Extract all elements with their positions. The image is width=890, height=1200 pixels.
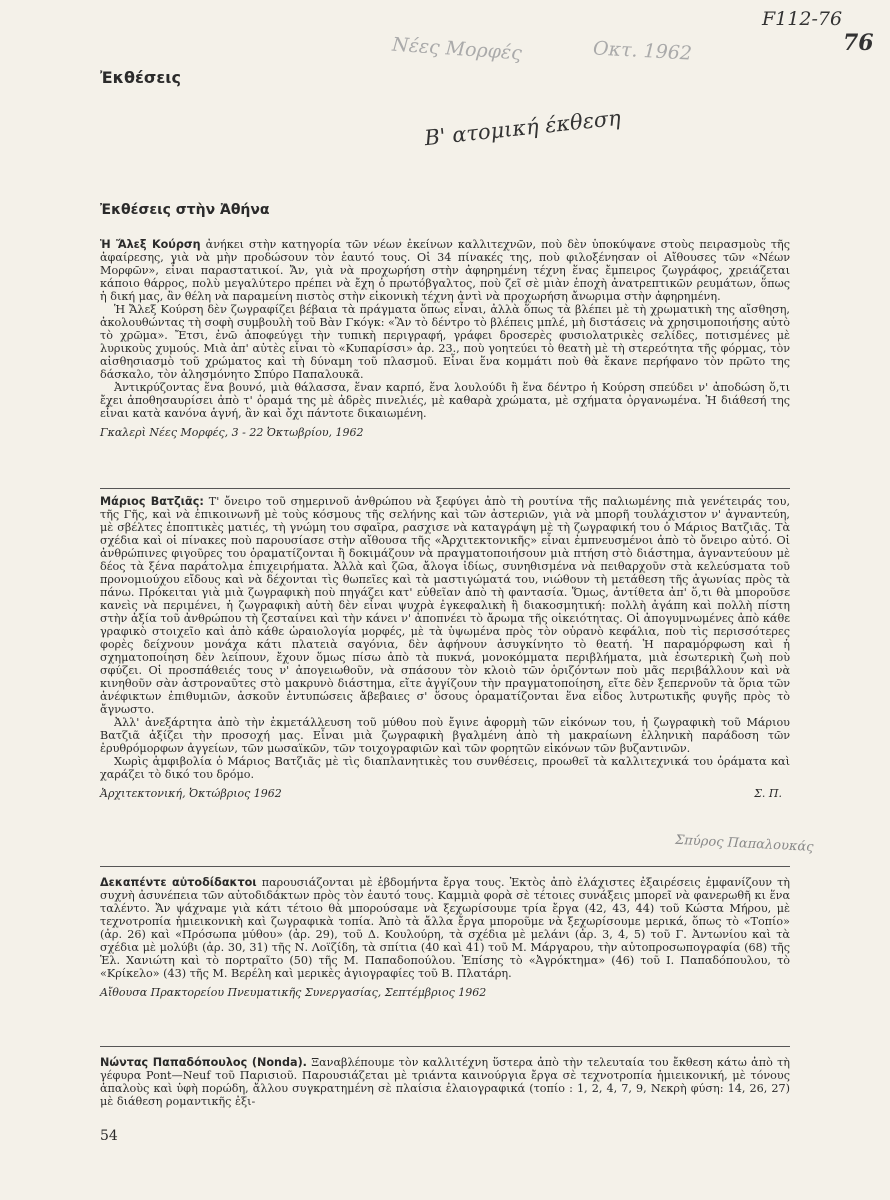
- article-paragraph: ἀνήκει στὴν κατηγορία τῶν νέων ἐκείνων καλλιτεχνῶν, ποὺ δὲν ὑποκύψανε στοὺς πειρασμοὺς τῆς ἀφαίρεσης, γιὰ νὰ μὴν προδώσουν τὸν ἑαυτό τους. Οἱ 34 πίνακές της, ποὺ φιλοξένησαν οἱ Αἴθουσες τῶν «Νέων Μορφῶν», εἶναι παραστατικοί. Ἄν, γιὰ νὰ προχωρήση στὴν ἀφηρημένη τέχνη ἕνας ἔμπειρος ζωγράφος, χρειάζεται κάποιο θάρρος, πολὺ μεγαλύτερο πρέπει νὰ ἔχη ὁ πρωτόβγαλτος, ποὺ ζεῖ σὲ μιὰν ἐποχὴ ἀνατρεπτικῶν ρευμάτων, ὅπως ἡ δική μας, ἂν θέλη νὰ παραμείνη πιστὸς στὴν εἰκονικὴ τέχνη ἀντὶ νὰ προχωρήση ἄνωριμα στὴν ἀφηρημένη.: [100, 238, 790, 303]
- article-lead: Νώντας Παπαδόπουλος (Nonda).: [100, 1056, 307, 1069]
- article-lead: Μάριος Βατζιᾶς:: [100, 495, 204, 508]
- article-autodidacts: [100, 876, 790, 999]
- divider: [100, 488, 790, 489]
- article-paragraph: Τ' ὄνειρο τοῦ σημερινοῦ ἀνθρώπου νὰ ξεφύγει ἀπὸ τὴ ρουτίνα τῆς παλιωμένης πιὰ γενέτειράς του, τῆς Γῆς, καὶ νὰ ἐπικοινωνῆ μὲ τοὺς κόσμους τῆς σελήνης καὶ τῶν ἀστεριῶν, γιὰ νὰ μπορῆ τουλάχιστον ν' ἀγναντεύη, μὲ σβέλτες ἐποπτικὲς ματιές, τὴ γνώμη του σφαῖρα, ρασχισε νὰ καταγράψη μὲ τὴ ζωγραφική του ὁ Μάριος Βατζιᾶς. Τὰ σχέδια καὶ οἱ πίνακες ποὺ παρουσίασε στὴν αἴθουσα τῆς «Ἀρχιτεκτονικῆς» εἶναι ἐμπνευσμένοι ἀπὸ τὸ ὄνειρο αὐτό. Οἱ ἀνθρώπινες φιγοῦρες του ὁραματίζονται ἢ δοκιμάζουν νὰ πραγματοποιήσουν μιὰ πτήση στὸ διάστημα, ἀγναντεύουν μὲ δέος τὰ ξένα παράτολμα ἐπιχειρήματα. Ἀλλὰ καὶ ζῶα, ἄλογα ἰδίως, συνηθισμένα νὰ πειθαρχοῦν στὰ κελεύσματα τοῦ προνομιούχου εἴδους καὶ νὰ δέχονται τὶς θωπεῖες καὶ τὰ μαστιγώματά του, νιώθουν τὴ μετάθεση τῆς ἀγωνίας πρὸς τὰ πάνω. Πρόκειται γιὰ μιὰ ζωγραφικὴ ποὺ πηγάζει κατ' εὐθεῖαν ἀπὸ τὴ φαντασία. Ὅμως, ἀντίθετα ἀπ' ὅ,τι θὰ μποροῦσε κανεὶς νὰ περιμένει, ἡ ζωγραφικὴ αὐτὴ δὲν εἶναι ψυχρὰ ἐγκεφαλικὴ ἢ διακοσμητική: πολλὴ ἀγάπη καὶ πολλὴ πίστη στὴν ἀξία τοῦ ἀνθρώπου τὴ ζεσταίνει καὶ τὴν κάνει ν' ἀποπνέει τὸ ἄρωμα τῆς οἰκειότητας. Οἱ ἀπογυμνωμένες ἀπὸ κάθε γραφικὸ στοιχεῖο καὶ ἀπὸ κάθε ὡραιολογία μορφές, μὲ τὰ ὑψωμένα πρὸς τὸν οὐρανὸ κεφάλια, ποὺ τὶς περισσότερες φορὲς δείχνουν μονάχα κάτι πλατειὰ σαγόνια, δὲν ἀφήνουν ἀσυγκίνητο τὸ θεατή. Ἡ παραμόρφωση καὶ ἡ σχηματοποίηση δὲν λείπουν, ἔχουν ὅμως πίσω ἀπὸ τὰ πυκνά, μονοκόμματα περιβλήματα, μιὰ ἐσωτερικὴ ζωὴ ποὺ σφύζει. Οἱ προσπάθειές τους ν' ἀπογειωθοῦν, νὰ σπάσουν τὸν κλοιὸ τῶν ὁριζόντων ποὺ μᾶς περιβάλλουν καὶ νὰ κινηθοῦν σὰν ἀστροναῦτες στὸ μακρυνὸ διάστημα, εἴτε ἀγγίζουν τὴν πραγματοποίηση, εἴτε δὲν ξεπερνοῦν τὰ ὅρια τῶν ἀνέφικτων ἐπιθυμιῶν, ἀσκοῦν ἐντυπώσεις ἄβεβαιες σ' ὅσους ὁραματίζονται ἕνα εἶδος λυτρωτικῆς φυγῆς πρὸς τὸ ἄγνωστο.: [100, 495, 791, 716]
- article-signature: Σ. Π.: [754, 787, 782, 800]
- article-paragraph: Χωρὶς ἀμφιβολία ὁ Μάριος Βατζιᾶς μὲ τὶς διαπλανητικὲς του συνθέσεις, προωθεῖ τὰ καλλιτεχνικά του ὁράματα καὶ χαράζει τὸ δικό του δρόμο.: [100, 755, 790, 781]
- article-kourse: [100, 238, 790, 439]
- article-source: Αἴθουσα Πρακτορείου Πνευματικῆς Συνεργασίας, Σεπτέμβριος 1962: [100, 986, 487, 999]
- handwritten-source-note: Νέες Μορφές: [391, 33, 523, 65]
- article-source-line: [100, 787, 790, 800]
- article-source: Γκαλερὶ Νέες Μορφές, 3 - 22 Ὀκτωβρίου, 1962: [100, 426, 364, 439]
- article-paragraph: Ξαναβλέπουμε τὸν καλλιτέχνη ὕστερα ἀπὸ τὴν τελευταία του ἔκθεση κάτω ἀπὸ τὴ γέφυρα Pont—Neuf τοῦ Παρισιοῦ. Παρουσιάζεται μὲ τριάντα καινούργια ἔργα σὲ τεχνοτροπία ἡμιεικονική, μὲ τόνους ἁπαλοὺς καὶ ὑφὴ πορώδη, ἄλλου συγκρατημένη σὲ πλαίσια ἐλαιογραφικά (τοπίο : 1, 2, 4, 7, 9, Νεκρὴ φύση: 14, 26, 27) μὲ διάθεση ρομαντικῆς ἐξι-: [100, 1056, 790, 1108]
- handwritten-date-note: Οκτ. 1962: [592, 37, 693, 65]
- article-source: Ἀρχιτεκτονική, Ὀκτώβριος 1962: [100, 787, 282, 800]
- section-title: Ἐκθέσεις: [100, 68, 182, 87]
- handwritten-number: 76: [843, 30, 874, 56]
- main-heading: Ἐκθέσεις στὴν Ἀθήνα: [100, 202, 270, 218]
- page-number: 54: [100, 1128, 118, 1144]
- article-paragraph: Ἀλλ' ἀνεξάρτητα ἀπὸ τὴν ἐκμετάλλευση τοῦ μύθου ποὺ ἔγινε ἀφορμὴ τῶν εἰκόνων του, ἡ ζωγραφικὴ τοῦ Μάριου Βατζιᾶ ἀξίζει τὴν προσοχή μας. Εἶναι μιὰ ζωγραφικὴ βγαλμένη ἀπὸ τὴ μακραίωνη ἑλληνικὴ παράδοση τῶν ἐρυθρόμορφων ἀγγείων, τῶν μωσαϊκῶν, τῶν τοιχογραφιῶν καὶ τῶν φορητῶν εἰκόνων τῶν βυζαντινῶν.: [100, 716, 790, 755]
- article-nonda: [100, 1056, 790, 1108]
- article-paragraph: Ἡ Ἄλεξ Κούρση δὲν ζωγραφίζει βέβαια τὰ πράγματα ὅπως εἶναι, ἀλλὰ ὅπως τὰ βλέπει μὲ τὴ χρωματικὴ της αἴσθηση, ἀκολουθώντας τὴ σοφὴ συμβουλὴ τοῦ Βὰν Γκόγκ: «Ἂν τὸ δέντρο τὸ βλέπεις μπλέ, μὴ διστάσεις νὰ χρησιμοποιήσης αὐτὸ τὸ χρῶμα». Ἔτσι, ἐνῶ ἀποφεύγει τὴν τυπικὴ περιγραφή, γράφει δροσερὲς φυσιολατρικὲς σελίδες, ποτισμένες μὲ λυρικοὺς χυμούς. Μιὰ ἀπ' αὐτὲς εἶναι τὸ «Κυπαρίσσι» ἀρ. 23., ποὺ γοητεύει τὸ θεατὴ μὲ τὴ στερεότητα τῆς φόρμας, τὸν αἰσθησιασμὸ τοῦ χρώματος καὶ τὴ δύναμη τοῦ πλασμοῦ. Εἶναι ἕνα κομμάτι ποὺ θὰ ἔκανε περήφανο τὸν πρῶτο της δάσκαλο, τὸν ἀλησμόνητο Σπύρο Παπαλουκᾶ.: [100, 303, 790, 381]
- article-lead: Ἡ Ἄλεξ Κούρση: [100, 238, 201, 251]
- handwritten-margin-note: Σπύρος Παπαλουκάς: [674, 832, 814, 856]
- divider: [100, 1046, 790, 1047]
- article-paragraph: παρουσιάζονται μὲ ἑβδομήντα ἔργα τους. Ἐκτὸς ἀπὸ ἐλάχιστες ἐξαιρέσεις ἐμφανίζουν τὴ συχνὴ ἀσυνέπεια τῶν αὐτοδιδάκτων πρὸς τὸν ἑαυτό τους. Καμμιὰ φορὰ σὲ τέτοιες συνάξεις μπορεῖ νὰ φανερωθῆ κι ἕνα ταλέντο. Ἄν ψάχναμε γιὰ κάτι τέτοιο θὰ μπορούσαμε νὰ ξεχωρίσουμε τρία ἔργα (42, 43, 44) τοῦ Κώστα Μήρου, μὲ τεχνοτροπία ἡμιεικονικὴ καὶ ζωγραφικὰ τοπία. Ἀπὸ τὰ ἄλλα ἔργα μποροῦμε νὰ ξεχωρίσουμε μερικά, ὅπως τὸ «Τοπίο» (ἀρ. 26) καὶ «Πρόσωπα μύθου» (ἀρ. 29), τοῦ Δ. Κουλούρη, τὰ σχέδια μὲ μελάνι (ἀρ. 3, 4, 5) τοῦ Γ. Ἀντωνίου καὶ τὰ σχέδια μὲ μολύβι (ἀρ. 30, 31) τῆς Ν. Λοϊζίδη, τὰ σπίτια (40 καὶ 41) τοῦ Μ. Μάργαρου, τὴν αὐτοπροσωπογραφία (68) τῆς Ἑλ. Χανιώτη καὶ τὸ πορτραῖτο (50) τῆς Μ. Παπαδοπούλου. Ἐπίσης τὸ «Ἀγρόκτημα» (46) τοῦ Ι. Παπαδόπουλου, τὸ «Κρίκελο» (43) τῆς Μ. Βερέλη καὶ μερικὲς ἁγιογραφίες τοῦ Β. Πλατάρη.: [100, 876, 790, 980]
- article-vatzias: [100, 495, 790, 800]
- article-source-line: [100, 426, 790, 439]
- article-lead: Δεκαπέντε αὐτοδίδακτοι: [100, 876, 257, 889]
- handwritten-annotation: Β' ατομική έκθεση: [423, 105, 622, 151]
- handwritten-reference: F112-76: [762, 8, 843, 30]
- article-paragraph: Ἀντικρύζοντας ἕνα βουνό, μιὰ θάλασσα, ἕναν καρπό, ἕνα λουλούδι ἢ ἕνα δέντρο ἡ Κούρση σπεύδει ν' ἀποδώση ὅ,τι ἔχει ἀποθησαυρίσει ἀπὸ τ' ὁραμά της μὲ ἀδρὲς πινελιές, μὲ καθαρὰ χρώματα, μὲ σχήματα ὀργανωμένα. Ἡ διάθεσή της εἶναι κατὰ κανόνα ἁγνή, ἂν καὶ ὄχι πάντοτε δικαιωμένη.: [100, 381, 790, 420]
- divider: [100, 866, 790, 867]
- article-source-line: [100, 986, 790, 999]
